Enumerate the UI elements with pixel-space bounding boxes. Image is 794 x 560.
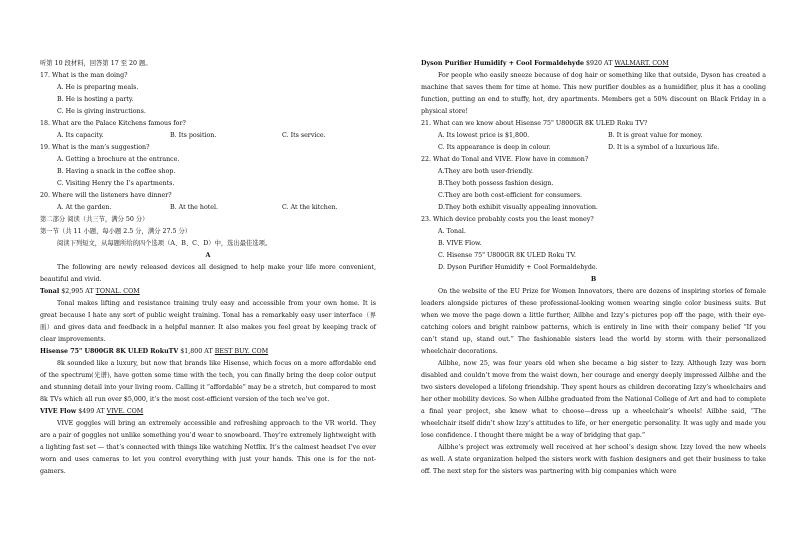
hisense-store-link[interactable]: BEST BUY. COM xyxy=(214,348,269,355)
tonal-price: $2,995 AT xyxy=(59,288,96,295)
passage-b-paragraph-3: Ailbhe’s project was extremely well received at her school’s design show. Izzy loved the new wheels as well. A state organization helped the sisters work with fashion designers and get their business to take off. The next step for the sisters was partnering with big companies which were xyxy=(421,444,766,475)
left-column xyxy=(40,58,376,478)
passage-a-intro: The following are newly released devices all designed to help make your life more convenient, beautiful and vivid. xyxy=(40,264,376,283)
option-17c: C. He is giving instructions. xyxy=(57,108,146,115)
listening-intro: 听第 10 段材料，回答第 17 至 20 题。 xyxy=(40,60,152,67)
option-23b: B. VIVE Flow. xyxy=(438,240,482,247)
options-21-cd xyxy=(421,142,766,154)
vive-store-link[interactable]: VIVE. COM xyxy=(106,408,144,415)
vive-heading xyxy=(40,406,376,418)
option-17a: A. He is preparing meals. xyxy=(57,84,139,91)
hisense-price: $1,800 AT xyxy=(178,348,215,355)
dyson-price: $920 AT xyxy=(584,60,615,67)
passage-a-label: A xyxy=(205,252,211,259)
options-21-ab xyxy=(421,130,766,142)
option-17b: B. He is hosting a party. xyxy=(57,96,134,103)
options-20 xyxy=(40,202,376,214)
question-21: 21. What can we know about Hisense 75" U800GR 8K ULED Roku TV? xyxy=(421,120,648,127)
option-19b: B. Having a snack in the coffee shop. xyxy=(57,168,176,175)
option-22b: B.They both possess fashion design. xyxy=(438,180,554,187)
passage-b-label: B xyxy=(590,276,597,283)
option-19c: C. Visiting Henry the I’s apartments. xyxy=(57,180,175,187)
question-22: 22. What do Tonal and VIVE. Flow have in common? xyxy=(421,156,589,163)
hisense-heading xyxy=(40,346,376,358)
right-column xyxy=(421,58,766,478)
option-20a: A. At the garden. xyxy=(57,204,112,211)
option-18c: C. Its service. xyxy=(282,132,326,139)
tonal-description: Tonal makes lifting and resistance training truly easy and accessible from your own home. It is great because I hate any sort of public weight training. Tonal has a remarkably easy user interface（界面）and gives data and feedback in a helpful manner. It also makes you feel great by keeping track of clear improvements. xyxy=(40,300,376,343)
tonal-heading xyxy=(40,286,376,298)
dyson-store-link[interactable]: WALMART. COM xyxy=(614,60,669,67)
tonal-name: Tonal xyxy=(40,288,60,295)
option-19a: A. Getting a brochure at the entrance. xyxy=(57,156,180,163)
passage-b-paragraph-1: On the website of the EU Prize for Women Innovators, there are dozens of inspiring stories of female leaders alongside pictures of these professional-looking women wearing single color business suits. But when we move the page down a little further, Ailbhe and Izzy’s pictures pop off the page, with their eye-catching colors and bright rainbow patterns, which is entirely in line with their company belief “If you can’t stand up, stand out.” The fashionable sisters lead the world by storm with their personalized wheelchair decorations. xyxy=(421,288,766,355)
hisense-description: 8k sounded like a luxury, but now that brands like Hisense, which focus on a more affordable end of the spectrum(光谱), have gotten some time with the tech, you can finally bring the deep color output and stunning detail into your living room. Calling it “affordable” may be a stretch, but compared to most 8k TVs which all run over $5,000, it’s the most cost-efficient version of the tech we’ve got. xyxy=(40,360,376,403)
section-one-heading: 第一节（共 11 小题，每小题 2.5 分，满分 27.5 分） xyxy=(40,228,192,235)
option-22a: A.They are both user-friendly. xyxy=(438,168,534,175)
option-23a: A. Tonal. xyxy=(438,228,466,235)
question-20: 20. Where will the listeners have dinner? xyxy=(40,192,172,199)
reading-instructions: 阅读下列短文，从每题所给的四个选项（A、B、C、D）中，选出最佳选项。 xyxy=(57,240,272,247)
vive-description: VIVE goggles will bring an extremely accessible and refreshing approach to the VR world. They are a pair of goggles not unlike something you’d wear to snowboard. They’re extremely lightweight with a lighting fast set — that’s connected with things like watching Netflix. It’s the calmest headset I’ve ever worn and uses cameras to let you control everything with just your hands. This one is for the not-gamers. xyxy=(40,420,376,475)
option-21d: D. It is a symbol of a luxurious life. xyxy=(608,144,720,151)
vive-price: $499 AT xyxy=(76,408,107,415)
question-17: 17. What is the man doing? xyxy=(40,72,128,79)
option-21c: C. Its appearance is deep in colour. xyxy=(438,144,551,151)
option-21a: A. Its lowest price is $1,800. xyxy=(438,132,530,139)
option-20c: C. At the kitchen. xyxy=(282,204,338,211)
options-18 xyxy=(40,130,376,142)
option-18b: B. Its position. xyxy=(170,132,217,139)
hisense-name: Hisense 75" U800GR 8K ULED RokuTV xyxy=(40,348,179,355)
dyson-description: For people who easily sneeze because of dog hair or something like that outside, Dyson has created a machine that saves them for time at home. This new purifier doubles as a humidifier, plus it has a cooling function, putting an end to stuffy, hot, dry apartments. Members get a 50% discount on Black Friday in a physical store! xyxy=(421,72,766,115)
question-18: 18. What are the Palace Kitchens famous for? xyxy=(40,120,186,127)
option-23c: C. Hisense 75" U800GR 8K ULED Roku TV. xyxy=(438,252,576,259)
question-23: 23. Which device probably costs you the least money? xyxy=(421,216,594,223)
option-22c: C.They are both cost-efficient for consumers. xyxy=(438,192,583,199)
option-22d: D.They both exhibit visually appealing innovation. xyxy=(438,204,598,211)
question-19: 19. What is the man’s suggestion? xyxy=(40,144,150,151)
option-18a: A. Its capacity. xyxy=(57,132,104,139)
option-23d: D. Dyson Purifier Humidify + Cool Formaldehyde. xyxy=(438,264,598,271)
part-two-heading: 第二部分 阅读（共三节，满分 50 分） xyxy=(40,216,149,223)
dyson-name: Dyson Purifier Humidify + Cool Formaldehyde xyxy=(421,60,584,67)
option-20b: B. At the hotel. xyxy=(170,204,219,211)
tonal-store-link[interactable]: TONAL. COM xyxy=(95,288,140,295)
option-21b: B. It is great value for money. xyxy=(608,132,703,139)
dyson-heading xyxy=(421,58,766,70)
vive-name: VIVE Flow xyxy=(40,408,77,415)
passage-b-paragraph-2: Ailbhe, now 25, was four years old when she became a big sister to Izzy. Although Izzy was born disabled and couldn’t move from the waist down, her courage and energy deeply impressed Ailbhe and the two sisters developed a lifelong friendship. They spent hours as children decorating Izzy’s wheelchairs and her other mobility devices. So when Ailbhe graduated from the National College of Art and had to complete a final year project, she knew what to choose—dress up a wheelchair’s wheels! Ailbhe said, “The wheelchair itself didn’t show Izzy’s attitudes to life, or her energetic personality. It was ugly and made you lose confidence. I thought there might be a way of bridging that gap.” xyxy=(421,360,766,439)
